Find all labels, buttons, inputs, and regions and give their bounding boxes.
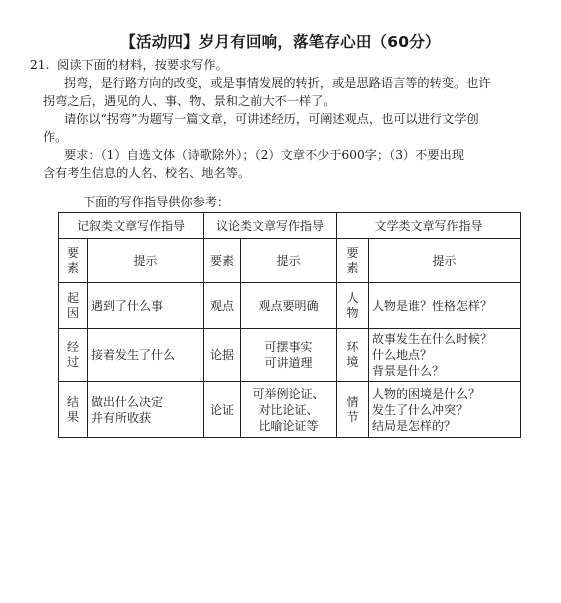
tip-cell: 接着发生了什么 bbox=[88, 329, 204, 382]
tip-cell: 观点要明确 bbox=[241, 283, 337, 329]
table-row bbox=[59, 283, 521, 329]
task-line-1: 请你以“拐弯”为题写一篇文章，可讲述经历，可阐述观点，也可以进行文学创 bbox=[64, 112, 479, 126]
requirement-line-1: 要求：（1）自选文体（诗歌除外）；（2）文章不少于600字；（3）不要出现 bbox=[64, 148, 464, 162]
tip-header: 提示 bbox=[88, 239, 204, 283]
narrative-guide-header: 记叙类文章写作指导 bbox=[59, 213, 204, 239]
tip-cell: 人物的困境是什么？ 发生了什么冲突？ 结局是怎样的？ bbox=[369, 382, 521, 438]
requirement-line-2: 含有考生信息的人名、校名、地名等。 bbox=[43, 166, 251, 180]
material-line-1: 拐弯，是行路方向的改变，或是事情发展的转折，或是思路语言等的转变。也许 bbox=[64, 76, 491, 90]
argument-guide-header: 议论类文章写作指导 bbox=[204, 213, 337, 239]
tip-cell: 做出什么决定 并有所收获 bbox=[88, 382, 204, 438]
table-row bbox=[59, 329, 521, 382]
element-cell: 人物 bbox=[337, 283, 369, 329]
element-cell: 观点 bbox=[204, 283, 241, 329]
guide-intro: 下面的写作指导供你参考： bbox=[83, 195, 230, 209]
element-header: 要素 bbox=[337, 239, 369, 283]
tip-header: 提示 bbox=[369, 239, 521, 283]
element-cell: 经过 bbox=[59, 329, 88, 382]
tip-cell: 可举例论证、 对比论证、 比喻论证等 bbox=[241, 382, 337, 438]
element-cell: 环境 bbox=[337, 329, 369, 382]
element-header: 要素 bbox=[204, 239, 241, 283]
writing-guide-table bbox=[58, 212, 521, 438]
question-number: 21. bbox=[30, 58, 50, 72]
table-column-header-row bbox=[59, 239, 521, 283]
table-row bbox=[59, 382, 521, 438]
literary-guide-header: 文学类文章写作指导 bbox=[337, 213, 521, 239]
task-line-2: 作。 bbox=[43, 130, 68, 144]
element-header: 要素 bbox=[59, 239, 88, 283]
element-cell: 情节 bbox=[337, 382, 369, 438]
tip-header: 提示 bbox=[241, 239, 337, 283]
element-cell: 论证 bbox=[204, 382, 241, 438]
instruction-text: 阅读下面的材料，按要求写作。 bbox=[57, 58, 228, 72]
element-cell: 起因 bbox=[59, 283, 88, 329]
activity-title: 【活动四】岁月有回响，落笔存心田（60分） bbox=[120, 33, 441, 51]
tip-cell: 可摆事实 可讲道理 bbox=[241, 329, 337, 382]
material-line-2: 拐弯之后，遇见的人、事、物、景和之前大不一样了。 bbox=[43, 94, 336, 108]
tip-cell: 人物是谁？性格怎样？ bbox=[369, 283, 521, 329]
tip-cell: 故事发生在什么时候？ 什么地点？ 背景是什么？ bbox=[369, 329, 521, 382]
table-section-header-row bbox=[59, 213, 521, 239]
question-instruction bbox=[30, 56, 228, 75]
element-cell: 结果 bbox=[59, 382, 88, 438]
tip-cell: 遇到了什么事 bbox=[88, 283, 204, 329]
element-cell: 论据 bbox=[204, 329, 241, 382]
